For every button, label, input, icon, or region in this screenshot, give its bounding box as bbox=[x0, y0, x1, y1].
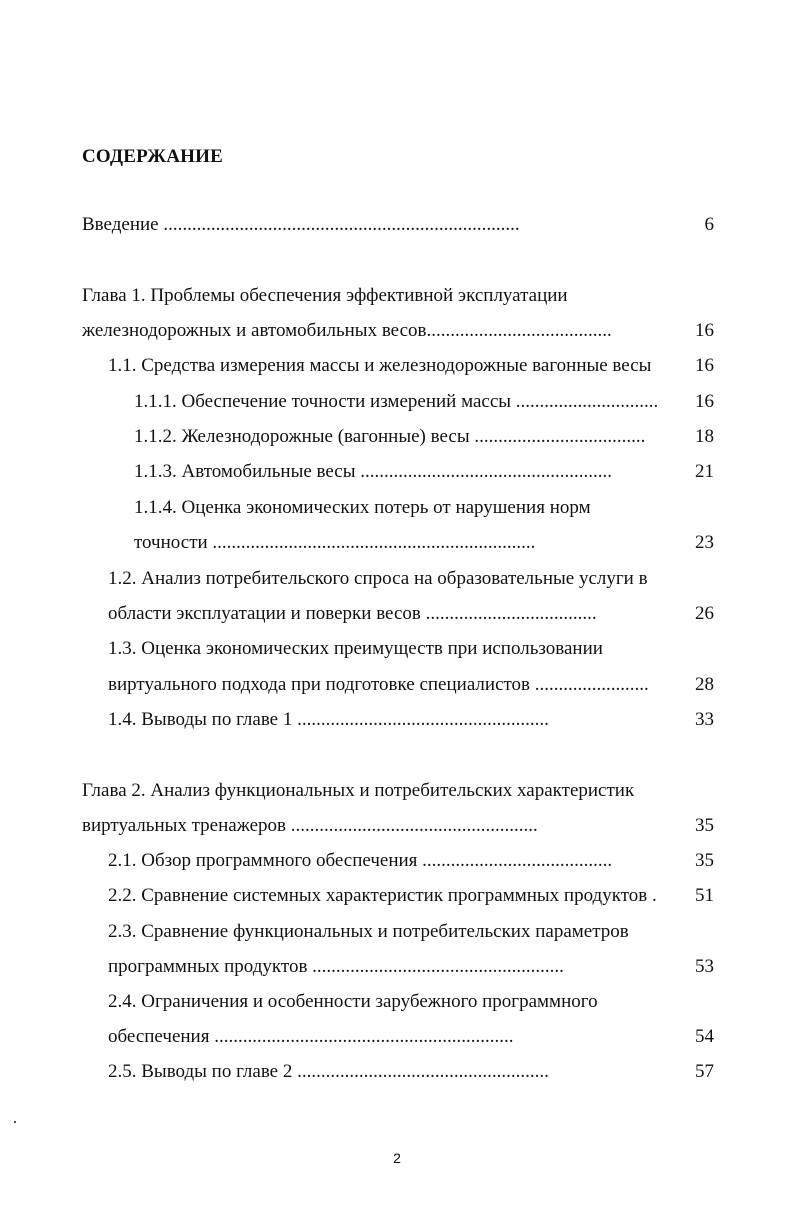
leader-dots: ........................................................................... bbox=[163, 214, 520, 235]
toc-entry-text: Глава 1. Проблемы обеспечения эффективной эксплуатации bbox=[82, 285, 568, 306]
toc-page-number: 57 bbox=[695, 1061, 714, 1082]
scan-speck bbox=[14, 1121, 16, 1123]
leader-dots: . bbox=[651, 885, 657, 906]
toc-section-2-1[interactable] bbox=[108, 848, 664, 874]
toc-page-number: 33 bbox=[695, 709, 714, 730]
page-title: СОДЕРЖАНИЕ bbox=[82, 146, 223, 167]
toc-section-1-4[interactable] bbox=[108, 707, 662, 733]
leader-dots: .............................. bbox=[515, 391, 659, 412]
toc-page-number: 6 bbox=[704, 214, 714, 235]
toc-subsection-1-1-2[interactable] bbox=[134, 424, 666, 450]
toc-section-1-3-cont[interactable] bbox=[108, 672, 664, 698]
toc-section-2-2[interactable] bbox=[108, 883, 678, 909]
leader-dots: .................................... bbox=[474, 426, 646, 447]
toc-page-number: 35 bbox=[695, 815, 714, 836]
toc-entry-text: 1.1.3. Автомобильные весы bbox=[134, 461, 361, 482]
toc-page-number: 35 bbox=[695, 850, 714, 871]
toc-page-number: 16 bbox=[695, 391, 714, 412]
leader-dots: .................................... bbox=[425, 603, 597, 624]
leader-dots: ..................................................... bbox=[297, 1061, 549, 1082]
toc-entry-text: программных продуктов bbox=[108, 956, 313, 977]
toc-entry-text: 2.4. Ограничения и особенности зарубежного программного bbox=[108, 991, 598, 1012]
leader-dots: ....................................... bbox=[426, 320, 612, 341]
leader-dots: .................................................................... bbox=[212, 532, 536, 553]
toc-subsection-1-1-3[interactable] bbox=[134, 459, 664, 485]
toc-entry-text: 2.1. Обзор программного обеспечения bbox=[108, 850, 423, 871]
toc-entry-text: 2.5. Выводы по главе 2 bbox=[108, 1061, 298, 1082]
toc-page-number: 53 bbox=[695, 956, 714, 977]
toc-entry-text: точности bbox=[134, 532, 213, 553]
toc-subsection-1-1-1[interactable] bbox=[134, 389, 666, 415]
toc-page-number: 23 bbox=[695, 532, 714, 553]
toc-page-number: 16 bbox=[695, 320, 714, 341]
toc-page-number: 18 bbox=[695, 426, 714, 447]
toc-entry-text: области эксплуатации и поверки весов bbox=[108, 603, 426, 624]
toc-subsection-1-1-4-cont[interactable] bbox=[134, 530, 658, 556]
toc-page-number: 26 bbox=[695, 603, 714, 624]
toc-page-number: 51 bbox=[695, 885, 714, 906]
toc-entry-text: 2.2. Сравнение системных характеристик программных продуктов bbox=[108, 885, 652, 906]
footer-page-number: 2 bbox=[393, 1150, 401, 1166]
leader-dots: ........................ bbox=[534, 674, 649, 695]
toc-entry-text: виртуальных тренажеров bbox=[82, 815, 291, 836]
leader-dots: .................................................... bbox=[290, 815, 538, 836]
leader-dots: ............................................................... bbox=[214, 1026, 514, 1047]
toc-chapter-1-title[interactable] bbox=[82, 283, 702, 309]
toc-page-number: 21 bbox=[695, 461, 714, 482]
leader-dots: ........................................ bbox=[422, 850, 613, 871]
toc-entry-text: 2.3. Сравнение функциональных и потребительских параметров bbox=[108, 921, 629, 942]
toc-section-2-3[interactable] bbox=[108, 919, 708, 945]
toc-page-number: 54 bbox=[695, 1026, 714, 1047]
toc-entry-text: виртуального подхода при подготовке специалистов bbox=[108, 674, 535, 695]
toc-entry-text: Введение bbox=[82, 214, 164, 235]
leader-dots: ..................................................... bbox=[297, 709, 549, 730]
toc-entry-text: 1.2. Анализ потребительского спроса на образовательные услуги в bbox=[108, 568, 648, 589]
toc-section-2-4-cont[interactable] bbox=[108, 1024, 664, 1050]
toc-entry-text: 1.1.4. Оценка экономических потерь от нарушения норм bbox=[134, 497, 591, 518]
toc-entry-text: 1.1.1. Обеспечение точности измерений массы bbox=[134, 391, 516, 412]
toc-subsection-1-1-4[interactable] bbox=[134, 495, 694, 521]
toc-entry-text: 1.3. Оценка экономических преимуществ при использовании bbox=[108, 638, 603, 659]
toc-chapter-2-title[interactable] bbox=[82, 778, 712, 804]
toc-section-1-2[interactable] bbox=[108, 566, 708, 592]
toc-section-1-1[interactable] bbox=[108, 353, 668, 379]
leader-dots: ..................................................... bbox=[312, 956, 564, 977]
toc-section-1-3[interactable] bbox=[108, 636, 708, 662]
toc-entry-intro[interactable] bbox=[82, 212, 664, 238]
toc-section-1-2-cont[interactable] bbox=[108, 601, 662, 627]
toc-entry-text: обеспечения bbox=[108, 1026, 215, 1047]
leader-dots: ..................................................... bbox=[360, 461, 612, 482]
toc-page-number: 16 bbox=[695, 355, 714, 376]
toc-chapter-1-cont[interactable] bbox=[82, 318, 670, 344]
toc-entry-text: 1.4. Выводы по главе 1 bbox=[108, 709, 298, 730]
toc-entry-text: Глава 2. Анализ функциональных и потребительских характеристик bbox=[82, 780, 635, 801]
toc-entry-text: 1.1.2. Железнодорожные (вагонные) весы bbox=[134, 426, 475, 447]
toc-chapter-2-cont[interactable] bbox=[82, 813, 664, 839]
toc-section-2-4[interactable] bbox=[108, 989, 708, 1015]
toc-entry-text: железнодорожных и автомобильных весов bbox=[82, 320, 427, 341]
toc-section-2-5[interactable] bbox=[108, 1059, 664, 1085]
toc-section-2-3-cont[interactable] bbox=[108, 954, 660, 980]
toc-entry-text: 1.1. Средства измерения массы и железнодорожные вагонные весы bbox=[108, 355, 652, 376]
toc-page-number: 28 bbox=[695, 674, 714, 695]
